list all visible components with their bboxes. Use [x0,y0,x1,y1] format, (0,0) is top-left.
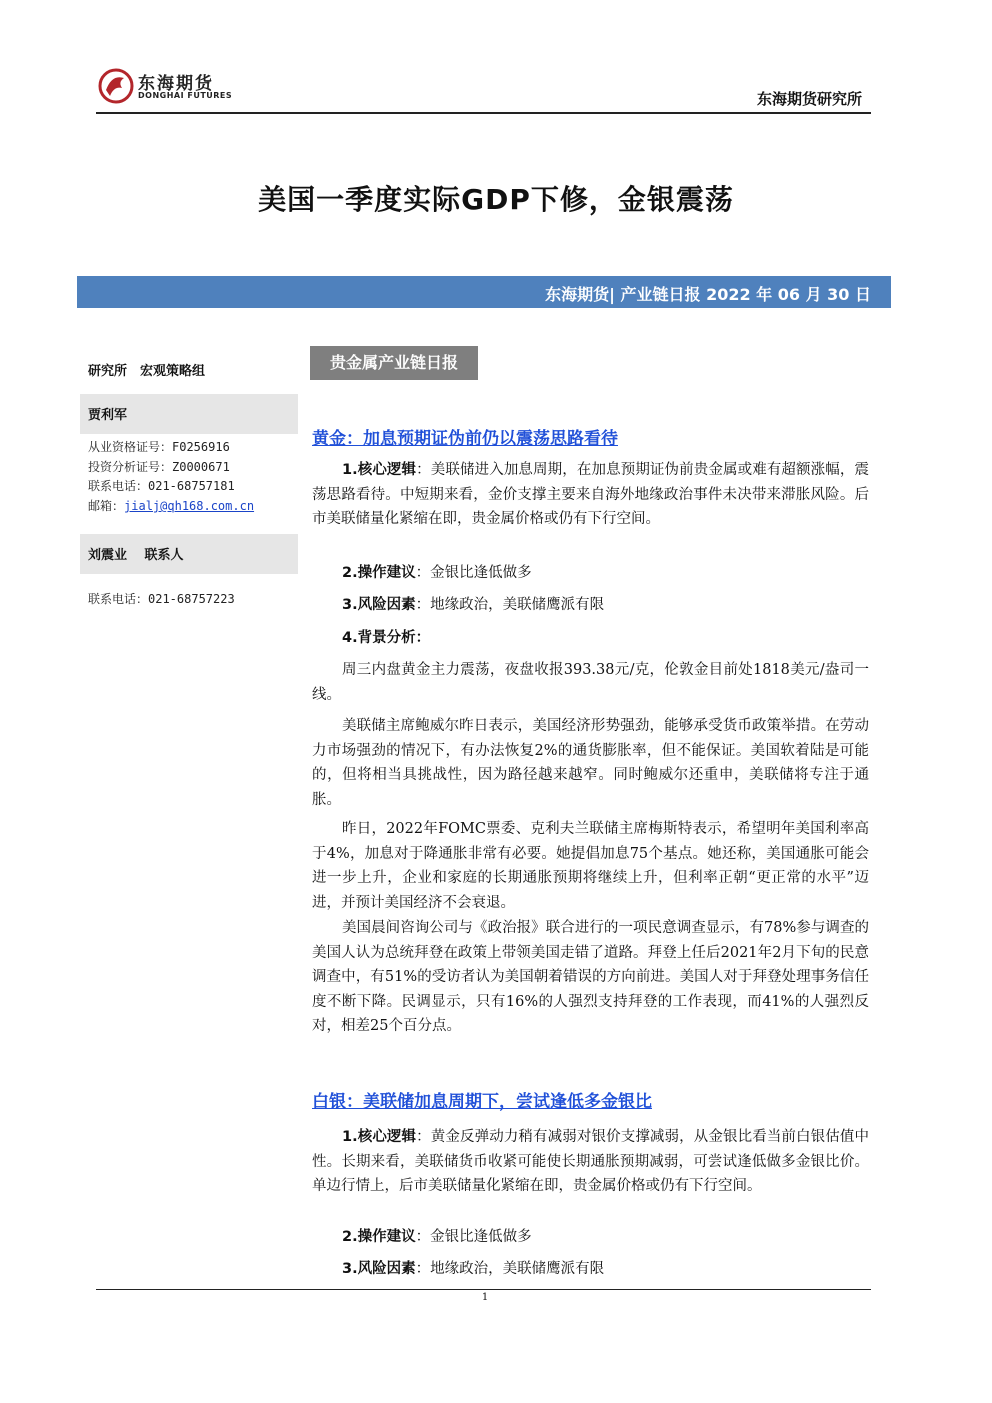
gold-advice-label: 2.操作建议 [342,565,416,581]
analyst2-phone: 联系电话：021-68757223 [88,592,235,606]
silver-heading[interactable]: 白银：美联储加息周期下，尝试逢低多金银比 [312,1092,652,1112]
footer-divider [96,1289,871,1290]
gold-advice-text: ：金银比逢低做多 [415,565,532,581]
header-divider [96,112,871,114]
section-tag: 贵金属产业链日报 [310,346,478,380]
silver-advice-text: ：金银比逢低做多 [415,1229,532,1245]
email-link[interactable]: jialj@qh168.com.cn [124,499,255,513]
gold-paragraph-3: 昨日，2022年FOMC票委、克利夫兰联储主席梅斯特表示，希望明年美国利率高于4%，加息对于降通胀非常有必要。她提倡加息75个基点。她还称，美国通胀可能会进一步上升，企业和家庭的长期通胀预期将继续上升，但利率正朝“更正常的水平”迈进，并预计美国经济不会衰退。 [312,821,869,911]
report-date-text: 东海期货| 产业链日报 2022 年 06 月 30 日 [545,285,871,304]
gold-risk-label: 3.风险因素 [342,597,416,613]
analyst1-name: 贾利军 [88,408,128,423]
email-label: 邮箱： [88,499,125,513]
gold-paragraph-2: 美联储主席鲍威尔昨日表示，美国经济形势强劲，能够承受货币政策举措。在劳动力市场强劲的情况下，有办法恢复2%的通货膨胀率，但不能保证。美国软着陆是可能的，但将相当具挑战性，因为路径越来越窄。同时鲍威尔还重申，美联储将专注于通胀。 [312,718,869,808]
analyst1-email-line [88,497,254,514]
gold-risk-text: ：地缘政治，美联储鹰派有限 [415,597,605,613]
silver-logic-paragraph [312,1125,869,1199]
silver-advice [342,1225,532,1250]
gold-advice [342,561,532,586]
silver-risk-label: 3.风险因素 [342,1261,416,1277]
logo-en-text: DONGHAI FUTURES [138,91,233,100]
silver-risk-text: ：地缘政治，美联储鹰派有限 [415,1261,605,1277]
analyst2-name-box [80,534,298,574]
report-band [77,276,891,308]
gold-paragraph-4: 美国晨间咨询公司与《政治报》联合进行的一项民意调查显示，有78%参与调查的美国人认为总统拜登在政策上带领美国走错了道路。拜登上任后2021年2月下旬的民意调查中，有51%的受访者认为美国朝着错误的方向前进。美国人对于拜登处理事务信任度不断下降。民调显示，只有16%的人强烈支持拜登的工作表现，而41%的人强烈反对，相差25个百分点。 [312,920,869,1034]
silver-advice-label: 2.操作建议 [342,1229,416,1245]
company-logo [96,64,236,108]
gold-logic-paragraph [312,458,869,532]
gold-paragraph-1: 周三内盘黄金主力震荡，夜盘收报393.38元/克，伦敦金目前处1818美元/盎司一线。 [312,662,869,703]
silver-logic-label: 1.核心逻辑 [342,1129,417,1145]
analyst2-name: 刘震业 联系人 [88,548,184,563]
gold-logic-text: ：美联储进入加息周期，在加息预期证伪前贵金属或难有超额涨幅，震荡思路看待。中短期来看，金价支撑主要来自海外地缘政治事件未决带来滞胀风险。后市美联储量化紧缩在即，贵金属价格或仍有下行空间。 [312,462,869,527]
logo-cn-text: 东海期货 [138,74,214,94]
dragon-logo-icon [96,66,136,106]
analyst1-name-box [80,394,298,434]
report-title: 美国一季度实际GDP下修，金银震荡 [258,183,734,216]
institute-name: 东海期货研究所 [756,90,862,108]
page-number: 1 [481,1292,489,1303]
gold-heading[interactable]: 黄金：加息预期证伪前仍以震荡思路看待 [312,429,618,449]
silver-logic-text: ：黄金反弹动力稍有减弱对银价支撑减弱，从金银比看当前白银估值中性。长期来看，美联储货币收紧可能使长期通胀预期减弱，可尝试逢低做多金银比价。单边行情上，后市美联储量化紧缩在即，贵金属价格或仍有下行空间。 [312,1129,869,1194]
gold-background-label: 4.背景分析： [342,630,431,646]
analyst1-qualification: 从业资格证号：F0256916 [88,440,230,454]
silver-risk [342,1257,604,1282]
analyst1-invest-cert: 投资分析证号：Z0000671 [88,460,230,474]
analyst1-phone: 联系电话：021-68757181 [88,479,235,493]
gold-risk [342,593,604,618]
gold-logic-label: 1.核心逻辑 [342,462,417,478]
sidebar-dept: 研究所 宏观策略组 [88,364,206,379]
